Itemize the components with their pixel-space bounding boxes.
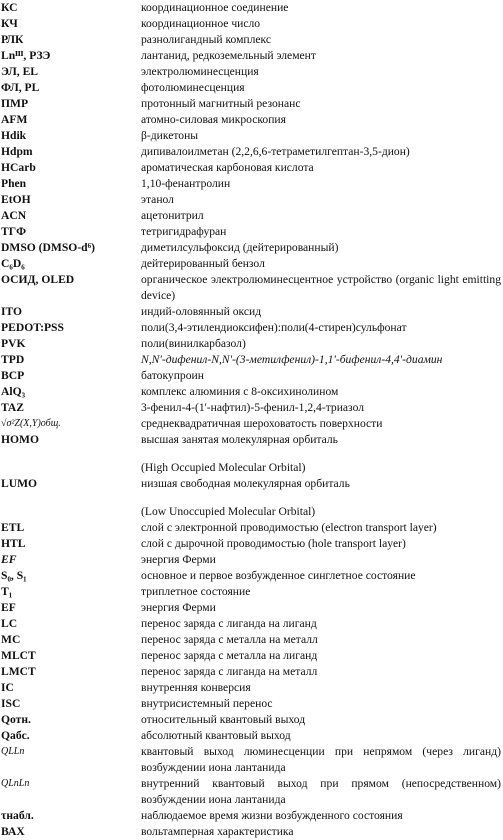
- abbr-term: S₀, S₁: [1, 569, 27, 582]
- abbr-definition: разнолигандный комплекс: [141, 33, 272, 46]
- abbr-row: [0, 240, 503, 256]
- abbr-definition: N,N'-дифенил-N,N'-(3-метилфенил)-1,1'-бифенил-4,4'-диамин: [141, 353, 443, 366]
- abbr-definition: 3-фенил-4-(1'-нафтил)-5-фенил-1,2,4-триазол: [141, 401, 364, 414]
- abbr-row: [0, 552, 503, 568]
- abbr-definition: протонный магнитный резонанс: [141, 97, 301, 110]
- abbr-term: Qабс.: [1, 729, 30, 742]
- abbr-row: [0, 272, 503, 304]
- abbr-row: [0, 352, 503, 368]
- abbr-definition: вольтамперная характеристика: [141, 825, 294, 838]
- abbr-definition: внутренняя конверсия: [141, 681, 251, 694]
- abbr-row: [0, 568, 503, 584]
- abbr-definition: батокупроин: [141, 369, 204, 382]
- abbr-row: [0, 824, 503, 840]
- abbr-term: LMCT: [1, 665, 36, 678]
- abbr-term: AlQ₃: [1, 385, 26, 398]
- abbr-term: ПМР: [1, 97, 29, 110]
- abbr-term: LUMO: [1, 477, 38, 490]
- abbr-row: [0, 320, 503, 336]
- abbr-row: [0, 16, 503, 32]
- abbr-definition: атомно-силовая микроскопия: [141, 113, 286, 126]
- abbr-term: ЭЛ, EL: [1, 65, 39, 78]
- abbr-term: HTL: [1, 537, 26, 550]
- abbr-definition: лантанид, редкоземельный элемент: [141, 49, 316, 62]
- abbr-definition: основное и первое возбужденное синглетное состояние: [141, 569, 416, 582]
- abbr-term: QLLn: [1, 746, 25, 757]
- abbr-row: [0, 384, 503, 400]
- abbr-row: [0, 400, 503, 416]
- abbr-definition: относительный квантовый выход: [141, 713, 306, 726]
- abbr-definition: перенос заряда с лиганда на металл: [141, 665, 318, 678]
- abbr-term: τнабл.: [1, 809, 34, 822]
- abbr-term: EF: [1, 553, 17, 566]
- abbr-term: Qотн.: [1, 713, 31, 726]
- abbr-definition: среднеквадратичная шероховатость поверхности: [141, 417, 383, 430]
- abbr-note: (Low Unoccupied Molecular Orbital): [141, 505, 316, 518]
- abbr-term: TPD: [1, 353, 25, 366]
- abbr-row: [0, 432, 503, 448]
- abbr-row: [0, 0, 503, 16]
- abbr-term: AFM: [1, 113, 28, 126]
- abbr-row: [0, 536, 503, 552]
- abbr-row: [0, 32, 503, 48]
- abbr-row: [0, 304, 503, 320]
- abbr-row: [0, 680, 503, 696]
- abbr-definition: поли(3,4-этилендиоксифен):поли(4-стирен)сульфонат: [141, 321, 407, 334]
- abbr-row: [0, 128, 503, 144]
- abbr-definition: внутрисистемный перенос: [141, 697, 273, 710]
- abbr-row: [0, 160, 503, 176]
- abbr-term: PEDOT:PSS: [1, 321, 64, 334]
- abbr-term: РЛК: [1, 33, 24, 46]
- abbr-term: DMSO (DMSO-d⁶): [1, 241, 95, 254]
- abbr-row: [0, 144, 503, 160]
- abbr-term: Hdpm: [1, 145, 33, 158]
- abbr-row: [0, 616, 503, 632]
- abbr-term: ITO: [1, 305, 23, 318]
- abbr-row: [0, 96, 503, 112]
- abbr-row: [0, 476, 503, 492]
- abbr-row: [0, 112, 503, 128]
- abbr-row: [0, 64, 503, 80]
- abbr-row: [0, 712, 503, 728]
- abbr-term: TAZ: [1, 401, 24, 414]
- abbr-definition: этанол: [141, 193, 174, 206]
- abbr-row: [0, 80, 503, 96]
- abbr-term: КС: [1, 1, 18, 14]
- abbr-definition: абсолютный квантовый выход: [141, 729, 291, 742]
- abbr-definition: органическое электролюминесцентное устройство (organic light emitting device): [141, 273, 501, 302]
- abbr-definition: энергия Ферми: [141, 553, 216, 566]
- abbr-term: КЧ: [1, 17, 18, 30]
- abbr-term: BCP: [1, 369, 25, 382]
- abbr-definition: диметилсульфоксид (дейтерированный): [141, 241, 339, 254]
- abbr-definition: триплетное состояние: [141, 585, 251, 598]
- abbr-row: [0, 48, 503, 64]
- abbr-row: [0, 600, 503, 616]
- abbr-definition: квантовый выход люминесценции при непрямом (через лиганд) возбуждении иона лантанида: [141, 745, 501, 774]
- abbr-row: [0, 208, 503, 224]
- abbr-term: IC: [1, 681, 14, 694]
- abbr-row: [0, 808, 503, 824]
- abbr-definition: энергия Ферми: [141, 601, 216, 614]
- abbr-row: [0, 368, 503, 384]
- abbr-definition: ацетонитрил: [141, 209, 204, 222]
- abbr-definition: поли(винилкарбазол): [141, 337, 246, 350]
- abbr-term: Lnᴵᴵᴵ, РЗЭ: [1, 49, 51, 62]
- abbr-row: [0, 776, 503, 808]
- abbr-definition: дипивалоилметан (2,2,6,6-тетраметилгептан-3,5-дион): [141, 145, 410, 158]
- spacer: [0, 448, 503, 460]
- abbr-definition: слой с электронной проводимостью (electron transport layer): [141, 521, 437, 534]
- abbr-definition: слой с дырочной проводимостью (hole transport layer): [141, 537, 406, 550]
- abbr-definition: электролюминесценция: [141, 65, 259, 78]
- abbr-term: HOMO: [1, 433, 39, 446]
- abbr-definition: наблюдаемое время жизни возбужденного состояния: [141, 809, 403, 822]
- abbr-definition: комплекс алюминия с 8-оксихинолином: [141, 385, 339, 398]
- abbr-term: Hdik: [1, 129, 27, 142]
- abbr-term: ВАХ: [1, 825, 25, 838]
- abbr-row: [0, 584, 503, 600]
- abbr-definition: индий-оловянный оксид: [141, 305, 262, 318]
- abbr-row: [0, 744, 503, 776]
- abbr-definition: координационное число: [141, 17, 261, 30]
- abbr-term: PVK: [1, 337, 26, 350]
- abbr-term: QLnLn: [1, 778, 30, 789]
- abbr-definition: тетригидрафуран: [141, 225, 227, 238]
- abbr-term: MC: [1, 633, 21, 646]
- abbr-definition: перенос заряда с металла на металл: [141, 633, 318, 646]
- abbr-row: [0, 192, 503, 208]
- abbr-term: HCarb: [1, 161, 36, 174]
- abbr-term: ISC: [1, 697, 21, 710]
- abbr-row: [0, 224, 503, 240]
- abbr-term: T₁: [1, 585, 13, 598]
- abbr-definition: ароматическая карбоновая кислота: [141, 161, 314, 174]
- abbr-note: (High Occupied Molecular Orbital): [141, 461, 306, 474]
- abbr-row: [0, 664, 503, 680]
- abbr-term: EtOH: [1, 193, 31, 206]
- abbr-term: EF: [1, 601, 16, 614]
- abbr-definition: 1,10-фенантролин: [141, 177, 231, 190]
- abbr-definition: внутренний квантовый выход при прямом (непосредственном) возбуждении иона лантанида: [141, 777, 501, 806]
- spacer: [0, 492, 503, 504]
- abbr-definition: перенос заряда с лиганда на лиганд: [141, 617, 317, 630]
- abbr-row: [0, 176, 503, 192]
- abbr-definition: низшая свободная молекулярная орбиталь: [141, 477, 350, 490]
- abbr-row: [0, 256, 503, 272]
- abbr-row: [0, 648, 503, 664]
- abbr-definition: координационное соединение: [141, 1, 289, 14]
- abbr-row: [0, 696, 503, 712]
- abbr-term: MLCT: [1, 649, 36, 662]
- abbr-term: C₆D₆: [1, 257, 25, 270]
- abbr-term: ETL: [1, 521, 25, 534]
- abbr-row: [0, 416, 503, 432]
- abbr-row: [0, 336, 503, 352]
- abbr-term: ТГФ: [1, 225, 27, 238]
- abbr-row: [0, 520, 503, 536]
- abbr-row: [0, 728, 503, 744]
- abbr-definition: перенос заряда с металла на лиганд: [141, 649, 318, 662]
- abbr-definition: фотолюминесценция: [141, 81, 245, 94]
- abbr-term: LC: [1, 617, 18, 630]
- abbr-term: ОСИД, OLED: [1, 273, 75, 286]
- abbr-definition: β-дикетоны: [141, 129, 199, 142]
- abbr-term: ФЛ, PL: [1, 81, 40, 94]
- abbr-term: ACN: [1, 209, 27, 222]
- roughness-formula: √σ²Z(X,Y)общ.: [1, 418, 61, 429]
- abbr-definition: высшая занятая молекулярная орбиталь: [141, 433, 338, 446]
- abbr-definition: дейтерированный бензол: [141, 257, 265, 270]
- abbr-term: Phen: [1, 177, 27, 190]
- abbr-row: [0, 632, 503, 648]
